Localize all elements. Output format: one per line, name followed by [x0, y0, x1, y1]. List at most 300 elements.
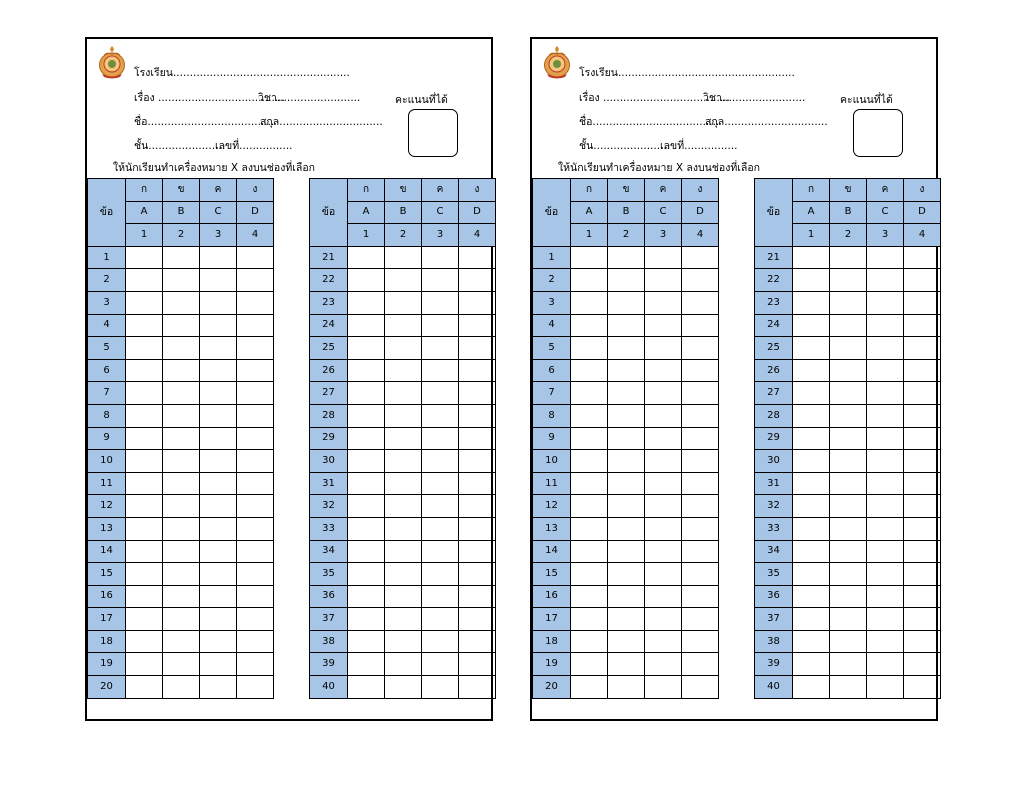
answer-box[interactable] [422, 495, 459, 518]
answer-box[interactable] [126, 291, 163, 314]
answer-box[interactable] [830, 359, 867, 382]
answer-box[interactable] [348, 472, 385, 495]
answer-box[interactable] [867, 382, 904, 405]
answer-box[interactable] [200, 246, 237, 269]
answer-box[interactable] [904, 630, 941, 653]
answer-box[interactable] [830, 676, 867, 699]
answer-box[interactable] [200, 382, 237, 405]
answer-box[interactable] [645, 450, 682, 473]
answer-box[interactable] [237, 404, 274, 427]
answer-box[interactable] [645, 472, 682, 495]
answer-box[interactable] [459, 563, 496, 586]
answer-box[interactable] [645, 427, 682, 450]
answer-box[interactable] [682, 337, 719, 360]
answer-box[interactable] [237, 630, 274, 653]
answer-box[interactable] [682, 427, 719, 450]
answer-box[interactable] [200, 337, 237, 360]
answer-box[interactable] [904, 269, 941, 292]
answer-box[interactable] [126, 269, 163, 292]
answer-box[interactable] [422, 608, 459, 631]
answer-box[interactable] [200, 608, 237, 631]
answer-box[interactable] [422, 246, 459, 269]
answer-box[interactable] [571, 269, 608, 292]
answer-box[interactable] [571, 653, 608, 676]
answer-box[interactable] [867, 517, 904, 540]
answer-box[interactable] [200, 563, 237, 586]
answer-box[interactable] [793, 269, 830, 292]
answer-box[interactable] [200, 585, 237, 608]
answer-box[interactable] [830, 608, 867, 631]
answer-box[interactable] [126, 359, 163, 382]
answer-box[interactable] [571, 630, 608, 653]
answer-box[interactable] [830, 495, 867, 518]
answer-box[interactable] [126, 246, 163, 269]
answer-box[interactable] [348, 246, 385, 269]
answer-box[interactable] [793, 495, 830, 518]
answer-box[interactable] [422, 269, 459, 292]
answer-box[interactable] [385, 246, 422, 269]
answer-box[interactable] [571, 517, 608, 540]
answer-box[interactable] [422, 427, 459, 450]
answer-box[interactable] [645, 291, 682, 314]
answer-box[interactable] [867, 472, 904, 495]
answer-box[interactable] [645, 608, 682, 631]
answer-box[interactable] [867, 314, 904, 337]
answer-box[interactable] [682, 404, 719, 427]
answer-box[interactable] [459, 608, 496, 631]
answer-box[interactable] [682, 269, 719, 292]
answer-box[interactable] [348, 676, 385, 699]
answer-box[interactable] [571, 585, 608, 608]
answer-box[interactable] [348, 517, 385, 540]
answer-box[interactable] [422, 450, 459, 473]
answer-box[interactable] [348, 427, 385, 450]
answer-box[interactable] [348, 450, 385, 473]
answer-box[interactable] [571, 382, 608, 405]
answer-box[interactable] [867, 450, 904, 473]
answer-box[interactable] [867, 653, 904, 676]
answer-box[interactable] [793, 404, 830, 427]
answer-box[interactable] [904, 495, 941, 518]
answer-box[interactable] [904, 382, 941, 405]
answer-box[interactable] [200, 314, 237, 337]
answer-box[interactable] [163, 291, 200, 314]
answer-box[interactable] [126, 608, 163, 631]
answer-box[interactable] [682, 585, 719, 608]
answer-box[interactable] [237, 450, 274, 473]
answer-box[interactable] [904, 404, 941, 427]
answer-box[interactable] [830, 246, 867, 269]
answer-box[interactable] [608, 314, 645, 337]
answer-box[interactable] [645, 359, 682, 382]
answer-box[interactable] [793, 585, 830, 608]
answer-box[interactable] [126, 404, 163, 427]
answer-box[interactable] [385, 563, 422, 586]
answer-box[interactable] [163, 359, 200, 382]
answer-box[interactable] [830, 472, 867, 495]
answer-box[interactable] [237, 246, 274, 269]
answer-box[interactable] [163, 608, 200, 631]
answer-box[interactable] [459, 450, 496, 473]
answer-box[interactable] [237, 608, 274, 631]
answer-box[interactable] [126, 450, 163, 473]
answer-box[interactable] [422, 630, 459, 653]
answer-box[interactable] [830, 540, 867, 563]
answer-box[interactable] [200, 540, 237, 563]
answer-box[interactable] [163, 246, 200, 269]
answer-box[interactable] [793, 314, 830, 337]
answer-box[interactable] [200, 517, 237, 540]
answer-box[interactable] [163, 269, 200, 292]
answer-box[interactable] [830, 404, 867, 427]
answer-box[interactable] [793, 337, 830, 360]
answer-box[interactable] [645, 495, 682, 518]
answer-box[interactable] [830, 269, 867, 292]
answer-box[interactable] [645, 630, 682, 653]
answer-box[interactable] [608, 337, 645, 360]
answer-box[interactable] [867, 630, 904, 653]
answer-box[interactable] [645, 404, 682, 427]
answer-box[interactable] [571, 314, 608, 337]
answer-box[interactable] [348, 653, 385, 676]
answer-box[interactable] [348, 630, 385, 653]
answer-box[interactable] [608, 269, 645, 292]
answer-box[interactable] [237, 563, 274, 586]
answer-box[interactable] [830, 563, 867, 586]
answer-box[interactable] [126, 630, 163, 653]
answer-box[interactable] [385, 517, 422, 540]
answer-box[interactable] [237, 472, 274, 495]
answer-box[interactable] [385, 337, 422, 360]
answer-box[interactable] [645, 337, 682, 360]
answer-box[interactable] [904, 291, 941, 314]
answer-box[interactable] [200, 450, 237, 473]
answer-box[interactable] [422, 563, 459, 586]
answer-box[interactable] [571, 291, 608, 314]
answer-box[interactable] [385, 472, 422, 495]
answer-box[interactable] [682, 382, 719, 405]
answer-box[interactable] [126, 676, 163, 699]
answer-box[interactable] [904, 359, 941, 382]
answer-box[interactable] [422, 291, 459, 314]
answer-box[interactable] [867, 404, 904, 427]
answer-box[interactable] [237, 382, 274, 405]
answer-box[interactable] [571, 404, 608, 427]
answer-box[interactable] [200, 427, 237, 450]
answer-box[interactable] [645, 269, 682, 292]
answer-box[interactable] [348, 585, 385, 608]
answer-box[interactable] [163, 404, 200, 427]
answer-box[interactable] [237, 517, 274, 540]
answer-box[interactable] [385, 314, 422, 337]
answer-box[interactable] [904, 653, 941, 676]
answer-box[interactable] [200, 653, 237, 676]
answer-box[interactable] [237, 653, 274, 676]
answer-box[interactable] [904, 608, 941, 631]
answer-box[interactable] [163, 314, 200, 337]
answer-box[interactable] [830, 517, 867, 540]
answer-box[interactable] [163, 427, 200, 450]
answer-box[interactable] [571, 450, 608, 473]
answer-box[interactable] [385, 404, 422, 427]
answer-box[interactable] [422, 676, 459, 699]
answer-box[interactable] [830, 653, 867, 676]
answer-box[interactable] [348, 382, 385, 405]
answer-box[interactable] [163, 450, 200, 473]
answer-box[interactable] [867, 246, 904, 269]
answer-box[interactable] [459, 382, 496, 405]
answer-box[interactable] [793, 608, 830, 631]
answer-box[interactable] [608, 653, 645, 676]
answer-box[interactable] [126, 472, 163, 495]
answer-box[interactable] [422, 653, 459, 676]
answer-box[interactable] [904, 517, 941, 540]
answer-box[interactable] [348, 563, 385, 586]
answer-box[interactable] [200, 495, 237, 518]
answer-box[interactable] [422, 585, 459, 608]
answer-box[interactable] [608, 291, 645, 314]
answer-box[interactable] [126, 427, 163, 450]
answer-box[interactable] [385, 450, 422, 473]
answer-box[interactable] [682, 630, 719, 653]
answer-box[interactable] [867, 291, 904, 314]
answer-box[interactable] [459, 653, 496, 676]
answer-box[interactable] [422, 382, 459, 405]
answer-box[interactable] [645, 382, 682, 405]
answer-box[interactable] [645, 540, 682, 563]
answer-box[interactable] [126, 540, 163, 563]
answer-box[interactable] [793, 359, 830, 382]
answer-box[interactable] [237, 585, 274, 608]
answer-box[interactable] [830, 314, 867, 337]
answer-box[interactable] [126, 382, 163, 405]
answer-box[interactable] [237, 291, 274, 314]
answer-box[interactable] [793, 653, 830, 676]
answer-box[interactable] [904, 563, 941, 586]
answer-box[interactable] [385, 585, 422, 608]
answer-box[interactable] [867, 608, 904, 631]
answer-box[interactable] [867, 585, 904, 608]
answer-box[interactable] [571, 427, 608, 450]
answer-box[interactable] [348, 359, 385, 382]
answer-box[interactable] [608, 382, 645, 405]
answer-box[interactable] [459, 540, 496, 563]
answer-box[interactable] [682, 495, 719, 518]
answer-box[interactable] [571, 676, 608, 699]
answer-box[interactable] [682, 246, 719, 269]
answer-box[interactable] [904, 246, 941, 269]
answer-box[interactable] [385, 540, 422, 563]
answer-box[interactable] [126, 314, 163, 337]
answer-box[interactable] [571, 472, 608, 495]
answer-box[interactable] [793, 450, 830, 473]
answer-box[interactable] [385, 630, 422, 653]
answer-box[interactable] [237, 427, 274, 450]
answer-box[interactable] [645, 676, 682, 699]
answer-box[interactable] [682, 472, 719, 495]
answer-box[interactable] [682, 653, 719, 676]
answer-box[interactable] [385, 269, 422, 292]
answer-box[interactable] [830, 382, 867, 405]
answer-box[interactable] [793, 472, 830, 495]
answer-box[interactable] [348, 495, 385, 518]
answer-box[interactable] [830, 291, 867, 314]
answer-box[interactable] [126, 653, 163, 676]
answer-box[interactable] [608, 585, 645, 608]
answer-box[interactable] [385, 382, 422, 405]
answer-box[interactable] [571, 495, 608, 518]
answer-box[interactable] [904, 337, 941, 360]
answer-box[interactable] [237, 676, 274, 699]
answer-box[interactable] [163, 630, 200, 653]
answer-box[interactable] [867, 359, 904, 382]
answer-box[interactable] [682, 359, 719, 382]
answer-box[interactable] [904, 314, 941, 337]
answer-box[interactable] [904, 427, 941, 450]
answer-box[interactable] [348, 269, 385, 292]
answer-box[interactable] [422, 540, 459, 563]
answer-box[interactable] [385, 359, 422, 382]
answer-box[interactable] [682, 540, 719, 563]
answer-box[interactable] [867, 676, 904, 699]
answer-box[interactable] [793, 517, 830, 540]
answer-box[interactable] [682, 608, 719, 631]
answer-box[interactable] [200, 630, 237, 653]
answer-box[interactable] [385, 653, 422, 676]
answer-box[interactable] [200, 269, 237, 292]
answer-box[interactable] [237, 337, 274, 360]
answer-box[interactable] [126, 585, 163, 608]
answer-box[interactable] [237, 269, 274, 292]
answer-box[interactable] [867, 563, 904, 586]
answer-box[interactable] [459, 676, 496, 699]
answer-box[interactable] [904, 585, 941, 608]
answer-box[interactable] [608, 608, 645, 631]
answer-box[interactable] [682, 291, 719, 314]
answer-box[interactable] [163, 676, 200, 699]
answer-box[interactable] [422, 472, 459, 495]
answer-box[interactable] [237, 540, 274, 563]
answer-box[interactable] [163, 653, 200, 676]
answer-box[interactable] [237, 359, 274, 382]
answer-box[interactable] [608, 517, 645, 540]
answer-box[interactable] [793, 540, 830, 563]
answer-box[interactable] [163, 540, 200, 563]
answer-box[interactable] [682, 450, 719, 473]
answer-box[interactable] [126, 517, 163, 540]
answer-box[interactable] [830, 585, 867, 608]
answer-box[interactable] [571, 563, 608, 586]
answer-box[interactable] [422, 337, 459, 360]
answer-box[interactable] [571, 359, 608, 382]
answer-box[interactable] [459, 269, 496, 292]
answer-box[interactable] [793, 563, 830, 586]
answer-box[interactable] [126, 337, 163, 360]
answer-box[interactable] [348, 337, 385, 360]
answer-box[interactable] [348, 540, 385, 563]
answer-box[interactable] [793, 291, 830, 314]
answer-box[interactable] [904, 450, 941, 473]
answer-box[interactable] [163, 585, 200, 608]
answer-box[interactable] [608, 563, 645, 586]
answer-box[interactable] [682, 314, 719, 337]
answer-box[interactable] [385, 291, 422, 314]
answer-box[interactable] [459, 495, 496, 518]
answer-box[interactable] [608, 359, 645, 382]
answer-box[interactable] [608, 404, 645, 427]
answer-box[interactable] [608, 630, 645, 653]
answer-box[interactable] [867, 495, 904, 518]
answer-box[interactable] [459, 291, 496, 314]
answer-box[interactable] [867, 427, 904, 450]
answer-box[interactable] [237, 314, 274, 337]
answer-box[interactable] [348, 404, 385, 427]
answer-box[interactable] [237, 495, 274, 518]
answer-box[interactable] [200, 404, 237, 427]
answer-box[interactable] [608, 540, 645, 563]
answer-box[interactable] [608, 676, 645, 699]
answer-box[interactable] [385, 676, 422, 699]
answer-box[interactable] [459, 246, 496, 269]
answer-box[interactable] [459, 314, 496, 337]
answer-box[interactable] [645, 314, 682, 337]
answer-box[interactable] [126, 563, 163, 586]
answer-box[interactable] [867, 269, 904, 292]
answer-box[interactable] [385, 495, 422, 518]
answer-box[interactable] [904, 540, 941, 563]
answer-box[interactable] [200, 291, 237, 314]
answer-box[interactable] [163, 495, 200, 518]
answer-box[interactable] [422, 517, 459, 540]
answer-box[interactable] [571, 337, 608, 360]
answer-box[interactable] [459, 337, 496, 360]
answer-box[interactable] [793, 382, 830, 405]
answer-box[interactable] [163, 563, 200, 586]
answer-box[interactable] [348, 291, 385, 314]
answer-box[interactable] [682, 676, 719, 699]
answer-box[interactable] [608, 246, 645, 269]
answer-box[interactable] [200, 676, 237, 699]
answer-box[interactable] [645, 246, 682, 269]
answer-box[interactable] [830, 427, 867, 450]
answer-box[interactable] [867, 337, 904, 360]
answer-box[interactable] [459, 359, 496, 382]
answer-box[interactable] [163, 337, 200, 360]
answer-box[interactable] [200, 472, 237, 495]
answer-box[interactable] [459, 472, 496, 495]
answer-box[interactable] [645, 585, 682, 608]
answer-box[interactable] [867, 540, 904, 563]
answer-box[interactable] [608, 472, 645, 495]
answer-box[interactable] [645, 653, 682, 676]
answer-box[interactable] [571, 246, 608, 269]
answer-box[interactable] [793, 630, 830, 653]
answer-box[interactable] [904, 676, 941, 699]
answer-box[interactable] [793, 427, 830, 450]
answer-box[interactable] [904, 472, 941, 495]
answer-box[interactable] [571, 608, 608, 631]
answer-box[interactable] [793, 246, 830, 269]
answer-box[interactable] [385, 427, 422, 450]
answer-box[interactable] [682, 517, 719, 540]
answer-box[interactable] [348, 608, 385, 631]
answer-box[interactable] [163, 382, 200, 405]
answer-box[interactable] [348, 314, 385, 337]
answer-box[interactable] [830, 630, 867, 653]
answer-box[interactable] [830, 450, 867, 473]
answer-box[interactable] [459, 630, 496, 653]
answer-box[interactable] [385, 608, 422, 631]
